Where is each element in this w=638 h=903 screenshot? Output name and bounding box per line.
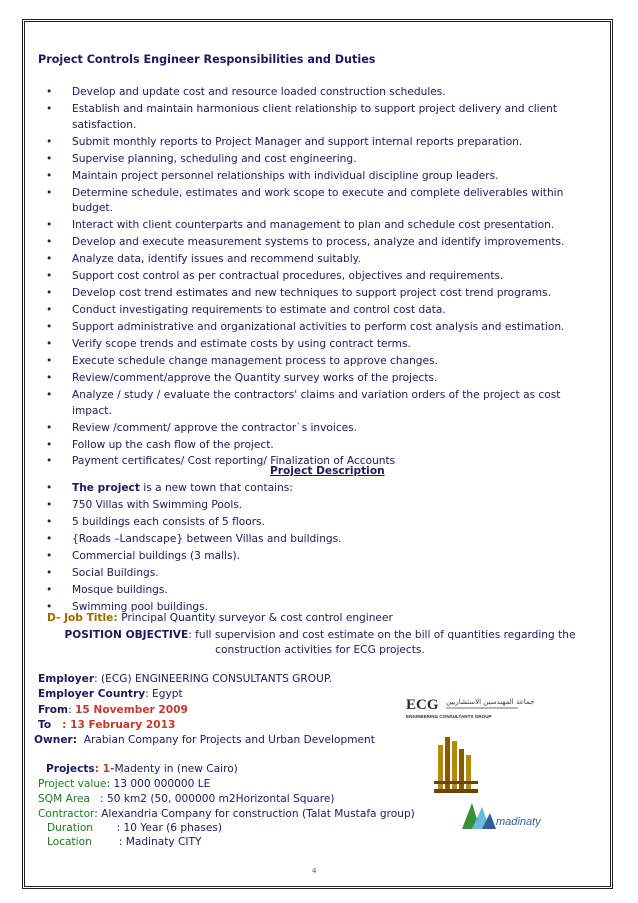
job-title-value: Principal Quantity surveyor & cost control engineer xyxy=(121,612,393,624)
responsibility-text: Review/comment/approve the Quantity survey works of the projects. xyxy=(72,371,438,384)
bullet: • xyxy=(46,482,53,494)
responsibility-text: Develop cost trend estimates and new techniques to support project cost trend programs. xyxy=(72,287,551,300)
list-item xyxy=(42,515,582,531)
project-item-text: 5 buildings each consists of 5 floors. xyxy=(72,515,265,528)
project-description-list xyxy=(42,481,582,617)
list-item xyxy=(42,303,582,319)
project-value-line xyxy=(38,778,210,790)
location-line xyxy=(47,836,201,848)
bullet: • xyxy=(46,455,53,468)
bullet: • xyxy=(46,337,53,350)
employer-country-value: : Egypt xyxy=(145,688,183,700)
owner-value: Arabian Company for Projects and Urban Development xyxy=(76,734,375,746)
bullet: • xyxy=(46,498,53,511)
employer-label: Employer xyxy=(38,673,95,685)
list-item xyxy=(42,135,582,151)
responsibility-text: Support cost control as per contractual procedures, objectives and requirements. xyxy=(72,270,504,283)
objective-label: POSITION OBJECTIVE xyxy=(64,629,189,641)
bullet: • xyxy=(46,600,53,613)
projects-name: Madenty in (new Cairo) xyxy=(114,763,238,775)
bullet: • xyxy=(46,152,53,165)
contractor-value: : Alexandria Company for construction (Talat Mustafa group) xyxy=(94,808,415,820)
sqm-line xyxy=(38,793,335,805)
list-item xyxy=(42,421,582,437)
objective-text: : full supervision and cost estimate on the bill of quantities regarding the construction activities for ECG projects. xyxy=(188,629,576,656)
bullet: • xyxy=(46,371,53,384)
page-number: 4 xyxy=(312,867,317,875)
responsibility-text: Analyze data, identify issues and recommend suitably. xyxy=(72,253,361,266)
responsibility-text: Develop and execute measurement systems to process, analyze and identify improvements. xyxy=(72,236,565,249)
duration-label: Duration xyxy=(47,822,94,834)
list-item xyxy=(42,320,582,336)
list-item xyxy=(42,286,582,302)
list-item xyxy=(42,532,582,548)
list-item xyxy=(42,583,582,599)
responsibility-text: Supervise planning, scheduling and cost engineering. xyxy=(72,152,357,165)
project-item-text: Social Buildings. xyxy=(72,566,159,579)
bullet: • xyxy=(46,135,53,148)
to-value: : 13 February 2013 xyxy=(51,719,176,731)
bullet: • xyxy=(46,219,53,232)
responsibility-text: Submit monthly reports to Project Manager and support internal reports preparation. xyxy=(72,135,523,148)
list-item xyxy=(42,152,582,168)
list-item xyxy=(42,371,582,387)
list-item xyxy=(42,354,582,370)
list-item xyxy=(42,549,582,565)
position-objective xyxy=(50,628,590,658)
project-description-title: Project Description xyxy=(270,465,385,477)
from-line xyxy=(38,704,188,716)
owner-label: Owner: xyxy=(34,734,77,746)
bullet: • xyxy=(46,532,53,545)
sqm-label: SQM Area xyxy=(38,793,90,805)
job-title-label: D- Job Title xyxy=(47,612,114,624)
employer-line xyxy=(38,673,332,685)
project-item-text: {Roads –Landscape} between Villas and buildings. xyxy=(72,532,342,545)
projects-num: : 1- xyxy=(94,763,115,775)
bullet: • xyxy=(46,186,53,199)
employer-value: : (ECG) ENGINEERING CONSULTANTS GROUP. xyxy=(94,673,332,685)
responsibility-text: Review /comment/ approve the contractor`s invoices. xyxy=(72,421,358,434)
bullet: • xyxy=(46,515,53,528)
job-title-sep: : xyxy=(113,612,122,624)
bullet: • xyxy=(46,354,53,367)
list-item xyxy=(42,337,582,353)
sqm-value: : 50 km2 (50, 000000 m2Horizontal Square) xyxy=(89,793,335,805)
owner-line xyxy=(34,734,375,746)
responsibilities-heading: Project Controls Engineer Responsibilities and Duties xyxy=(38,53,376,66)
projects-line xyxy=(46,763,238,775)
responsibility-text: Verify scope trends and estimate costs by using contract terms. xyxy=(72,337,411,350)
project-item-text: Swimming pool buildings. xyxy=(72,600,209,613)
project-lead: The project xyxy=(72,482,140,494)
list-item xyxy=(42,102,582,133)
project-value-label: Project value xyxy=(38,778,107,790)
contractor-line xyxy=(38,808,415,820)
list-item xyxy=(42,186,582,217)
ecg-logo-arabic: جماعة المهندسين الاستشاريين xyxy=(446,698,535,706)
responsibility-text: Determine schedule, estimates and work scope to execute and complete deliverables within budget. xyxy=(72,186,564,215)
list-item xyxy=(42,252,582,268)
responsibility-text: Develop and update cost and resource loaded construction schedules. xyxy=(72,86,446,98)
bullet: • xyxy=(46,421,53,434)
project-item-text: 750 Villas with Swimming Pools. xyxy=(72,498,243,511)
responsibility-text: Maintain project personnel relationships with individual discipline group leaders. xyxy=(72,169,499,182)
projects-label: Projects xyxy=(46,763,95,775)
list-item xyxy=(42,438,582,454)
ecg-logo-subtitle: ENGINEERING CONSULTANTS GROUP xyxy=(406,714,492,719)
madinaty-logo xyxy=(458,799,548,835)
duration-value: : 10 Year (6 phases) xyxy=(93,822,223,834)
from-label: From xyxy=(38,704,69,716)
project-lead-rest: is a new town that contains: xyxy=(139,482,293,494)
madinaty-logo-text: madinaty xyxy=(496,816,541,828)
bullet: • xyxy=(46,583,53,596)
bullet: • xyxy=(46,169,53,182)
responsibility-text: Execute schedule change management process to approve changes. xyxy=(72,354,438,367)
responsibility-text: Payment certificates/ Cost reporting/ Finalization of Accounts xyxy=(72,455,396,468)
responsibility-text: Support administrative and organizational activities to perform cost analysis and estimation. xyxy=(72,321,565,333)
responsibilities-list xyxy=(42,85,582,471)
location-value: : Madinaty CITY xyxy=(91,836,202,848)
list-item xyxy=(42,498,582,514)
bullet: • xyxy=(46,304,53,317)
to-line xyxy=(38,719,175,731)
company-tower-logo xyxy=(430,737,488,797)
list-item xyxy=(42,566,582,582)
job-title xyxy=(47,612,393,624)
duration-line xyxy=(47,822,222,834)
location-label: Location xyxy=(47,836,92,848)
contractor-label: Contractor xyxy=(38,808,95,820)
responsibility-text: Interact with client counterparts and management to plan and schedule cost presentation. xyxy=(72,219,555,232)
ecg-logo xyxy=(404,694,535,720)
bullet: • xyxy=(46,388,53,401)
bullet: • xyxy=(46,253,53,266)
list-item xyxy=(42,169,582,185)
list-item xyxy=(42,85,582,101)
bullet: • xyxy=(46,549,53,562)
list-item xyxy=(42,388,582,419)
bullet: • xyxy=(46,236,53,249)
project-value: : 13 000 000000 LE xyxy=(106,778,211,790)
responsibility-text: Analyze / study / evaluate the contractors' claims and variation orders of the project as cost impact. xyxy=(72,388,561,417)
bullet: • xyxy=(46,270,53,283)
bullet: • xyxy=(46,102,53,115)
ecg-logo-text: ECG xyxy=(406,697,439,713)
bullet: • xyxy=(46,438,53,451)
list-item xyxy=(42,235,582,251)
project-item-text: Commercial buildings (3 malls). xyxy=(72,549,241,562)
employer-country-label: Employer Country xyxy=(38,688,146,700)
responsibility-text: Establish and maintain harmonious client relationship to support project delivery and client satisfaction. xyxy=(72,102,558,131)
bullet: • xyxy=(46,86,53,98)
list-item xyxy=(42,481,582,497)
to-label: To xyxy=(38,719,52,731)
bullet: • xyxy=(46,321,53,333)
bullet: • xyxy=(46,566,53,579)
employer-country-line xyxy=(38,688,183,700)
list-item xyxy=(42,269,582,285)
bullet: • xyxy=(46,287,53,300)
responsibility-text: Conduct investigating requirements to estimate and control cost data. xyxy=(72,304,446,317)
from-value: 15 November 2009 xyxy=(75,704,188,716)
project-item-text: Mosque buildings. xyxy=(72,583,168,596)
from-colon: : xyxy=(68,704,76,716)
list-item xyxy=(42,218,582,234)
responsibility-text: Follow up the cash flow of the project. xyxy=(72,438,274,451)
